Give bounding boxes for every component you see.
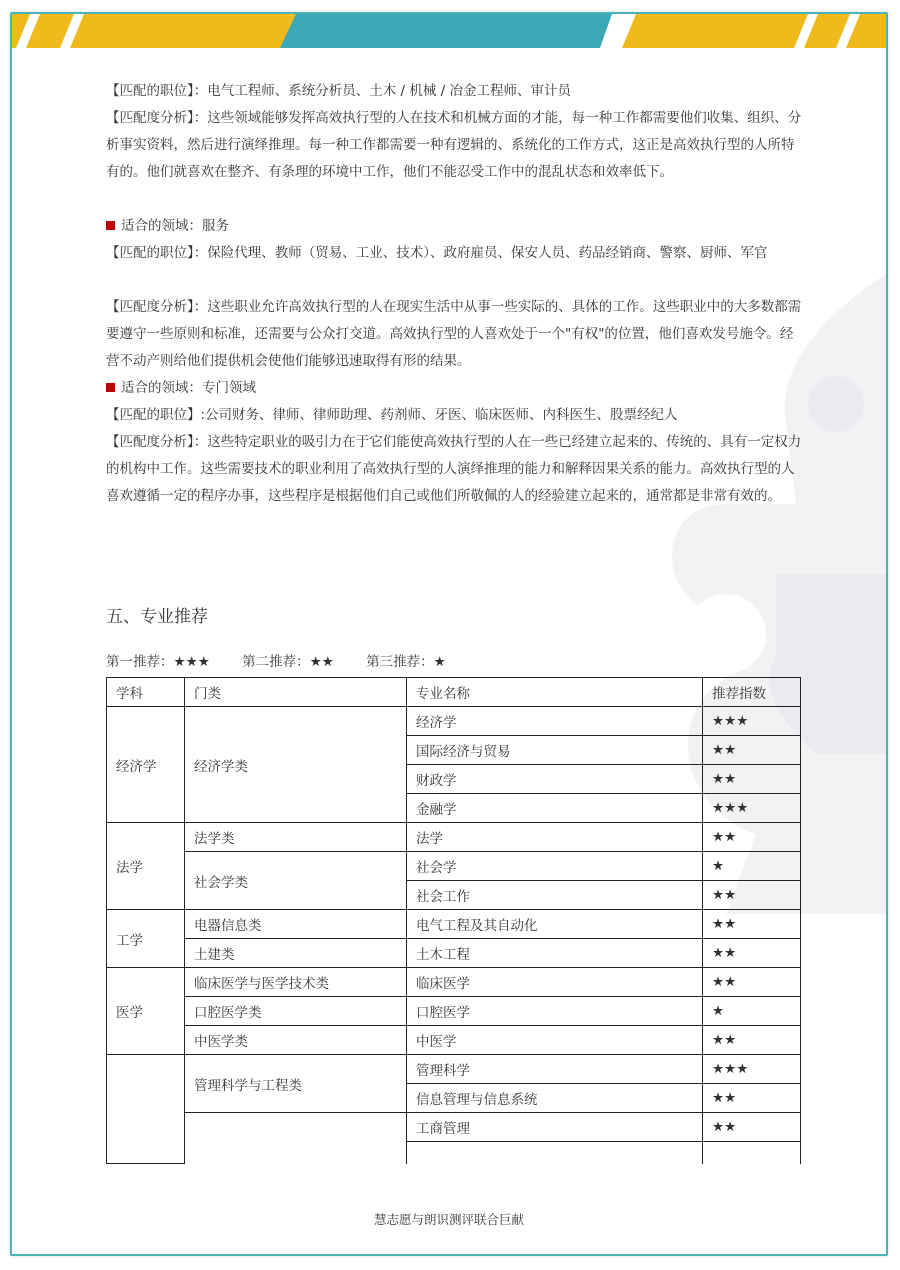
rating-cell: ★★ xyxy=(703,968,801,997)
table-row xyxy=(107,997,801,1026)
table-row xyxy=(107,852,801,881)
rating-cell xyxy=(703,1142,801,1164)
rating-cell: ★★ xyxy=(703,881,801,910)
discipline-cell: 医学 xyxy=(107,968,185,1055)
major-cell xyxy=(407,1142,703,1164)
paragraph-5: 【匹配度分析】：这些职业允许高效执行型的人在现实生活中从事一些实际的、具体的工作。这些职业中的大多数都需要遵守一些原则和标准，还需要与公众打交道。高效执行型的人喜欢处于一个"有权"的位置，他们喜欢发号施令。经营不动产则给他们提供机会使他们能够迅速取得有形的结果。 xyxy=(106,299,802,369)
header-stripe-bar xyxy=(12,14,886,48)
major-cell: 金融学 xyxy=(407,794,703,823)
category-cell: 经济学类 xyxy=(185,707,407,823)
header-category: 门类 xyxy=(185,678,407,707)
category-cell: 中医学类 xyxy=(185,1026,407,1055)
page-frame xyxy=(10,12,888,1256)
major-cell: 社会工作 xyxy=(407,881,703,910)
paragraph-4: 【匹配的职位】：保险代理、教师（贸易、工业、技术）、政府雇员、保安人员、药品经销商、警察、厨师、军官 xyxy=(106,245,768,261)
section-bullet-label: 适合的领域：专门领域 xyxy=(121,380,256,396)
major-cell: 电气工程及其自动化 xyxy=(407,910,703,939)
rating-cell: ★★★ xyxy=(703,1055,801,1084)
rating-cell: ★★ xyxy=(703,1084,801,1113)
major-recommendation-table xyxy=(106,677,801,1164)
header-major: 专业名称 xyxy=(407,678,703,707)
category-cell: 社会学类 xyxy=(185,852,407,910)
major-cell: 口腔医学 xyxy=(407,997,703,1026)
red-square-icon xyxy=(106,383,115,392)
category-cell: 口腔医学类 xyxy=(185,997,407,1026)
category-cell: 管理科学与工程类 xyxy=(185,1055,407,1113)
major-cell: 社会学 xyxy=(407,852,703,881)
table-row xyxy=(107,707,801,736)
major-cell: 工商管理 xyxy=(407,1113,703,1142)
rating-cell: ★★★ xyxy=(703,794,801,823)
paragraph-8: 【匹配度分析】：这些特定职业的吸引力在于它们能使高效执行型的人在一些已经建立起来的、传统的、具有一定权力的机构中工作。这些需要技术的职业利用了高效执行型的人演绎推理的能力和解释因果关系的能力。高效执行型的人喜欢遵循一定的程序办事，这些程序是根据他们自己或他们所敬佩的人的经验建立起来的，通常都是非常有效的。 xyxy=(106,434,802,504)
legend-third: 第三推荐：★ xyxy=(366,654,446,670)
category-cell xyxy=(185,1113,407,1164)
rating-cell: ★★★ xyxy=(703,707,801,736)
table-row xyxy=(107,1113,801,1142)
rating-cell: ★★ xyxy=(703,823,801,852)
table-row xyxy=(107,1055,801,1084)
rating-cell: ★★ xyxy=(703,939,801,968)
table-row xyxy=(107,910,801,939)
section-bullet-service xyxy=(106,213,806,240)
major-cell: 财政学 xyxy=(407,765,703,794)
table-row xyxy=(107,939,801,968)
paragraph-2: 【匹配度分析】：这些领域能够发挥高效执行型的人在技术和机械方面的才能，每一种工作都需要他们收集、组织、分析事实资料，然后进行演绎推理。每一种工作都需要一种有逻辑的、系统化的工作方式，这正是高效执行型的人所特有的。他们就喜欢在整齐、有条理的环境中工作，他们不能忍受工作中的混乱状态和效率低下。 xyxy=(106,110,802,180)
table-row xyxy=(107,968,801,997)
table-row xyxy=(107,823,801,852)
rating-cell: ★★ xyxy=(703,910,801,939)
major-cell: 中医学 xyxy=(407,1026,703,1055)
rating-cell: ★ xyxy=(703,852,801,881)
major-cell: 经济学 xyxy=(407,707,703,736)
legend-second: 第二推荐：★★ xyxy=(242,654,334,670)
recommendation-legend xyxy=(106,650,474,670)
major-cell: 国际经济与贸易 xyxy=(407,736,703,765)
discipline-cell xyxy=(107,1055,185,1164)
section-bullet-label: 适合的领域：服务 xyxy=(121,218,229,234)
header-discipline: 学科 xyxy=(107,678,185,707)
header-rating: 推荐指数 xyxy=(703,678,801,707)
table-header-row xyxy=(107,678,801,707)
discipline-cell: 经济学 xyxy=(107,707,185,823)
discipline-cell: 法学 xyxy=(107,823,185,910)
legend-first: 第一推荐：★★★ xyxy=(106,654,210,670)
paragraph-1: 【匹配的职位】：电气工程师、系统分析员、土木 / 机械 / 冶金工程师、审计员 xyxy=(106,83,572,99)
major-cell: 信息管理与信息系统 xyxy=(407,1084,703,1113)
category-cell: 法学类 xyxy=(185,823,407,852)
major-cell: 临床医学 xyxy=(407,968,703,997)
rating-cell: ★★ xyxy=(703,736,801,765)
category-cell: 临床医学与医学技术类 xyxy=(185,968,407,997)
category-cell: 土建类 xyxy=(185,939,407,968)
rating-cell: ★★ xyxy=(703,765,801,794)
major-cell: 管理科学 xyxy=(407,1055,703,1084)
rating-cell: ★★ xyxy=(703,1113,801,1142)
major-cell: 法学 xyxy=(407,823,703,852)
section-heading: 五、专业推荐 xyxy=(106,607,208,627)
red-square-icon xyxy=(106,221,115,230)
section-bullet-special xyxy=(106,375,806,402)
table-row xyxy=(107,1026,801,1055)
discipline-cell: 工学 xyxy=(107,910,185,968)
major-cell: 土木工程 xyxy=(407,939,703,968)
rating-cell: ★★ xyxy=(703,1026,801,1055)
category-cell: 电器信息类 xyxy=(185,910,407,939)
paragraph-7: 【匹配的职位】:公司财务、律师、律师助理、药剂师、牙医、临床医师、内科医生、股票经纪人 xyxy=(106,407,678,423)
footer-credit: 慧志愿与朗识测评联合巨献 xyxy=(373,1212,524,1227)
rating-cell: ★ xyxy=(703,997,801,1026)
